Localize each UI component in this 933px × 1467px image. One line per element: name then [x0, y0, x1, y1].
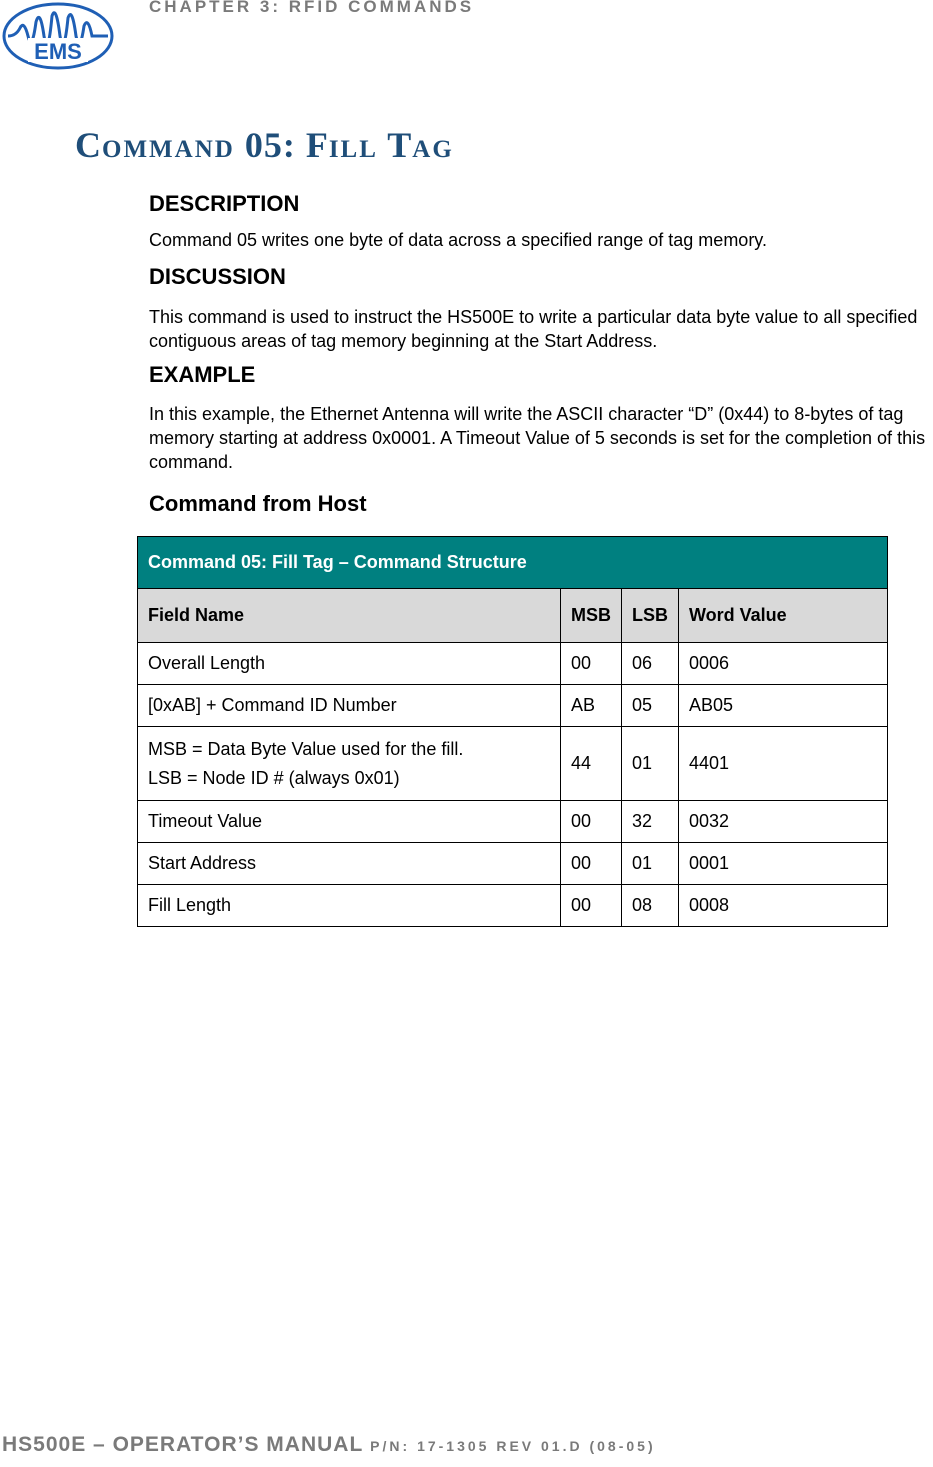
- table-row: [138, 843, 888, 885]
- msb-value: 00: [561, 643, 622, 685]
- table-row: [138, 801, 888, 843]
- page-title: COMMAND 05: FILL TAG: [75, 125, 454, 165]
- field-name-line-1: MSB = Data Byte Value used for the fill.: [148, 738, 464, 759]
- msb-value: AB: [561, 685, 622, 727]
- column-header-lsb: LSB: [622, 589, 679, 643]
- field-name: Overall Length: [138, 643, 561, 685]
- lsb-value: 08: [622, 885, 679, 927]
- page-footer: [2, 1433, 656, 1457]
- column-header-msb: MSB: [561, 589, 622, 643]
- msb-value: 00: [561, 885, 622, 927]
- description-text: Command 05 writes one byte of data across a specified range of tag memory.: [149, 230, 767, 250]
- table-title-row: [138, 537, 888, 589]
- table-row: [138, 727, 888, 801]
- lsb-value: 01: [622, 843, 679, 885]
- msb-value: 00: [561, 801, 622, 843]
- column-header-word-value: Word Value: [679, 589, 888, 643]
- msb-value: 00: [561, 843, 622, 885]
- example-heading: EXAMPLE: [149, 362, 256, 387]
- discussion-heading: DISCUSSION: [149, 264, 286, 289]
- table-row: [138, 685, 888, 727]
- footer-part-number: P/N: 17-1305 REV 01.D (08-05): [363, 1438, 656, 1454]
- command-from-host-heading: Command from Host: [149, 491, 367, 516]
- table-row: [138, 885, 888, 927]
- lsb-value: 06: [622, 643, 679, 685]
- word-value: AB05: [679, 685, 888, 727]
- word-value: 0008: [679, 885, 888, 927]
- field-name-line-2: LSB = Node ID # (always 0x01): [148, 767, 400, 788]
- lsb-value: 32: [622, 801, 679, 843]
- command-structure-table: [137, 536, 888, 927]
- word-value: 4401: [679, 727, 888, 801]
- word-value: 0006: [679, 643, 888, 685]
- column-header-field-name: Field Name: [138, 589, 561, 643]
- word-value: 0001: [679, 843, 888, 885]
- field-name: Fill Length: [138, 885, 561, 927]
- example-text: In this example, the Ethernet Antenna will write the ASCII character “D” (0x44) to 8-bytes of tag memory starting at address 0x0001. A Timeout Value of 5 seconds is set for the completion of this command.: [149, 404, 926, 472]
- field-name: [138, 727, 561, 801]
- table-title: Command 05: Fill Tag – Command Structure: [138, 537, 888, 589]
- field-name: Timeout Value: [138, 801, 561, 843]
- word-value: 0032: [679, 801, 888, 843]
- chapter-header: CHAPTER 3: RFID COMMANDS: [149, 0, 475, 16]
- msb-value: 44: [561, 727, 622, 801]
- lsb-value: 05: [622, 685, 679, 727]
- field-name: Start Address: [138, 843, 561, 885]
- discussion-text: This command is used to instruct the HS500E to write a particular data byte value to all specified contiguous areas of tag memory beginning at the Start Address.: [149, 307, 918, 351]
- footer-manual-title: HS500E – OPERATOR’S MANUAL: [2, 1433, 364, 1456]
- description-heading: DESCRIPTION: [149, 191, 300, 216]
- ems-logo: [2, 2, 114, 70]
- table-header-row: [138, 589, 888, 643]
- lsb-value: 01: [622, 727, 679, 801]
- logo-text: EMS: [34, 39, 82, 64]
- table-row: [138, 643, 888, 685]
- field-name: [0xAB] + Command ID Number: [138, 685, 561, 727]
